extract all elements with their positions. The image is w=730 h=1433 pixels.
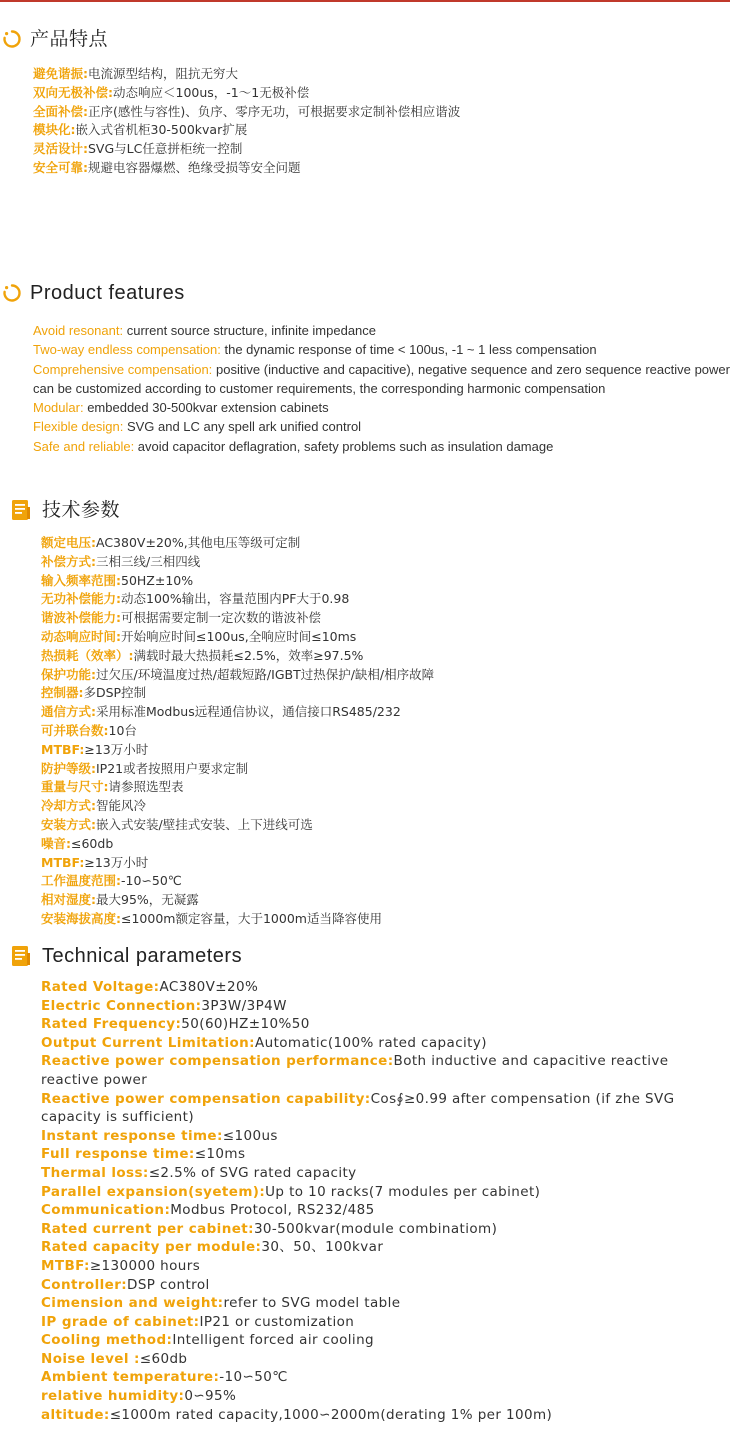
spec-key: Modular: bbox=[33, 400, 84, 416]
spec-key: 可并联台数: bbox=[41, 722, 109, 738]
spec-key: Two-way endless compensation: bbox=[33, 342, 221, 358]
spec-key: 全面补偿: bbox=[33, 103, 88, 119]
spec-key: 动态响应时间: bbox=[41, 628, 121, 644]
spec-row bbox=[41, 1145, 716, 1164]
spec-row bbox=[41, 978, 716, 997]
spec-value: 10台 bbox=[108, 722, 137, 738]
spec-row bbox=[41, 666, 730, 685]
top-divider bbox=[0, 0, 730, 2]
spec-value: 30-500kvar(module combinatiom) bbox=[253, 1220, 498, 1237]
spec-key: 保护功能: bbox=[41, 666, 96, 682]
spec-row bbox=[41, 628, 730, 647]
spec-key: MTBF: bbox=[41, 741, 85, 757]
spec-value: 可根据需要定制一定次数的谐波补偿 bbox=[121, 610, 322, 626]
spec-row bbox=[41, 1015, 716, 1034]
spec-row bbox=[41, 553, 730, 572]
spec-key: 重量与尺寸: bbox=[41, 779, 109, 795]
tech-en-title: Technical parameters bbox=[42, 945, 243, 967]
spec-key: MTBF: bbox=[41, 1257, 90, 1274]
spec-value: 满载时最大热损耗≤2.5%，效率≥97.5% bbox=[133, 647, 364, 663]
spec-value: 动态响应＜100us，-1～1无极补偿 bbox=[113, 84, 310, 100]
spec-key: Cimension and weight: bbox=[41, 1295, 224, 1312]
tech-cn-list bbox=[41, 534, 730, 929]
spec-value: the dynamic response of time < 100us, -1 ~ 1 less compensation bbox=[220, 342, 597, 358]
spec-value: ≤100us bbox=[222, 1127, 278, 1144]
spec-key: MTBF: bbox=[41, 854, 85, 870]
spec-row bbox=[41, 609, 730, 628]
spec-row bbox=[41, 572, 730, 591]
spec-key: Ambient temperature: bbox=[41, 1369, 220, 1386]
document-icon bbox=[10, 945, 32, 967]
spec-value: ≥13万小时 bbox=[84, 741, 149, 757]
spec-key: Noise level : bbox=[41, 1350, 140, 1367]
tech-cn-heading bbox=[0, 496, 730, 524]
spec-value: current source structure, infinite impedance bbox=[123, 323, 377, 338]
spec-key: 防护等级: bbox=[41, 760, 96, 776]
spec-row bbox=[41, 1034, 716, 1053]
spec-value: 采用标准Modbus远程通信协议，通信接口RS485/232 bbox=[96, 704, 401, 720]
spec-row bbox=[33, 84, 730, 103]
spec-key: 模块化: bbox=[33, 122, 76, 138]
spec-row bbox=[41, 1183, 716, 1202]
spec-row bbox=[33, 65, 730, 84]
spec-value: 50(60)HZ±10%50 bbox=[181, 1016, 310, 1033]
ring-icon bbox=[2, 283, 22, 303]
features-en-heading bbox=[0, 279, 730, 307]
spec-value: ≤1000m rated capacity,1000∽2000m(derating 1% per 100m) bbox=[109, 1406, 553, 1423]
spec-key: Parallel expansion(syetem): bbox=[41, 1183, 266, 1200]
spec-row bbox=[41, 1238, 716, 1257]
spec-row bbox=[41, 1331, 716, 1350]
spec-value: ≤10ms bbox=[194, 1146, 246, 1163]
tech-cn-section bbox=[0, 496, 730, 929]
spec-value: 请参照选型表 bbox=[108, 779, 184, 795]
spec-value: 电流源型结构，阻抗无穷大 bbox=[88, 66, 239, 81]
spec-row bbox=[41, 854, 730, 873]
spec-key: 灵活设计: bbox=[33, 141, 88, 157]
spec-row bbox=[41, 1257, 716, 1276]
spec-key: 通信方式: bbox=[41, 704, 96, 720]
spec-row bbox=[41, 910, 730, 929]
spec-key: 双向无极补偿: bbox=[33, 84, 113, 100]
spec-row bbox=[41, 891, 730, 910]
spec-row bbox=[41, 816, 730, 835]
spec-key: Avoid resonant: bbox=[33, 323, 124, 338]
spec-value: -10∽50℃ bbox=[219, 1369, 288, 1386]
spec-row bbox=[41, 1368, 716, 1387]
spec-row bbox=[41, 835, 730, 854]
spec-row bbox=[41, 534, 730, 553]
spec-row bbox=[33, 417, 730, 436]
spec-key: 工作温度范围: bbox=[41, 873, 121, 889]
spec-key: 相对湿度: bbox=[41, 892, 96, 908]
spec-key: Comprehensive compensation: bbox=[33, 361, 213, 377]
spec-row bbox=[41, 1220, 716, 1239]
spec-key: Instant response time: bbox=[41, 1127, 223, 1144]
spec-value: Intelligent forced air cooling bbox=[172, 1332, 375, 1349]
spec-key: 安装海拔高度: bbox=[41, 910, 121, 926]
spec-key: Rated current per cabinet: bbox=[41, 1220, 254, 1237]
spec-value: 智能风冷 bbox=[96, 798, 147, 814]
spec-value: ≤1000m额定容量，大于1000m适当降容使用 bbox=[121, 910, 382, 926]
spec-row bbox=[41, 684, 730, 703]
spec-value: ≥130000 hours bbox=[89, 1257, 201, 1274]
spec-key: 冷却方式: bbox=[41, 798, 96, 814]
spec-value: 开始响应时间≤100us,全响应时间≤10ms bbox=[121, 628, 357, 644]
spec-key: IP grade of cabinet: bbox=[41, 1313, 200, 1330]
spec-key: Electric Connection: bbox=[41, 997, 202, 1014]
spec-row bbox=[41, 1090, 716, 1127]
spec-value: Up to 10 racks(7 modules per cabinet) bbox=[265, 1183, 541, 1200]
spec-row bbox=[41, 872, 730, 891]
features-en-title: Product features bbox=[30, 282, 185, 304]
spec-row bbox=[33, 398, 730, 417]
spec-key: 输入频率范围: bbox=[41, 572, 121, 588]
spec-row bbox=[33, 121, 730, 140]
spec-value: IP21或者按照用户要求定制 bbox=[96, 760, 249, 776]
spec-key: altitude: bbox=[41, 1406, 110, 1423]
features-cn-section bbox=[0, 25, 730, 178]
document-icon bbox=[10, 499, 32, 521]
spec-value: SVG与LC任意拼柜统一控制 bbox=[88, 141, 243, 157]
features-cn-heading bbox=[0, 25, 730, 53]
spec-value: Modbus Protocol, RS232/485 bbox=[170, 1202, 375, 1219]
spec-value: 多DSP控制 bbox=[83, 685, 147, 701]
spec-value: IP21 or customization bbox=[199, 1313, 355, 1330]
spec-value: 动态100%输出，容量范围内PF大于0.98 bbox=[121, 591, 350, 607]
spec-row bbox=[33, 360, 730, 399]
spec-value: 三相三线/三相四线 bbox=[96, 553, 201, 569]
features-cn-list bbox=[33, 65, 730, 178]
spec-row bbox=[41, 1276, 716, 1295]
tech-en-heading bbox=[0, 942, 730, 970]
spec-value: SVG and LC any spell ark unified control bbox=[123, 419, 362, 435]
spec-key: 额定电压: bbox=[41, 535, 96, 550]
spec-row bbox=[33, 321, 730, 340]
spec-key: Reactive power compensation capability: bbox=[41, 1090, 371, 1107]
spec-value: positive (inductive and capacitive), negative sequence and zero sequence reactive power can be customized according to customer requirements, the corresponding harmonic compensation bbox=[33, 361, 730, 396]
spec-value: Cos∮≥0.99 after compensation (if zhe SVG capacity is sufficient) bbox=[41, 1090, 675, 1126]
spec-value: 50HZ±10% bbox=[121, 572, 194, 588]
spec-value: refer to SVG model table bbox=[223, 1295, 401, 1312]
spec-row bbox=[41, 778, 730, 797]
spec-value: DSP control bbox=[127, 1276, 210, 1293]
spec-row bbox=[41, 997, 716, 1016]
spec-row bbox=[33, 159, 730, 178]
spec-row bbox=[41, 590, 730, 609]
spec-key: Cooling method: bbox=[41, 1332, 173, 1349]
spec-row bbox=[33, 140, 730, 159]
spec-key: Controller: bbox=[41, 1276, 128, 1293]
spec-value: 0∽95% bbox=[184, 1388, 237, 1405]
spec-value: 30、50、100kvar bbox=[261, 1239, 384, 1256]
spec-row bbox=[41, 1294, 716, 1313]
spec-key: 热损耗（效率）: bbox=[41, 647, 134, 663]
spec-value: 3P3W/3P4W bbox=[201, 997, 287, 1014]
spec-row bbox=[33, 437, 730, 456]
spec-key: 控制器: bbox=[41, 685, 84, 701]
spec-value: 嵌入式安装/壁挂式安装、上下进线可选 bbox=[96, 816, 313, 832]
spec-row bbox=[41, 1406, 716, 1425]
spec-key: Rated Voltage: bbox=[41, 979, 160, 995]
spec-key: Full response time: bbox=[41, 1146, 195, 1163]
spec-row bbox=[33, 340, 730, 359]
spec-key: Output Current Limitation: bbox=[41, 1034, 255, 1051]
spec-row bbox=[41, 1201, 716, 1220]
spec-key: 噪音: bbox=[41, 835, 71, 851]
tech-en-section bbox=[0, 942, 730, 1424]
spec-value: embedded 30-500kvar extension cabinets bbox=[83, 400, 329, 416]
spec-row bbox=[41, 741, 730, 760]
spec-value: Automatic(100% rated capacity) bbox=[254, 1034, 487, 1051]
spec-value: Both inductive and capacitive reactive reactive power bbox=[41, 1053, 669, 1088]
spec-key: relative humidity: bbox=[41, 1388, 185, 1405]
tech-en-list bbox=[41, 978, 716, 1424]
spec-row bbox=[41, 1387, 716, 1406]
spec-value: ≤60db bbox=[139, 1350, 188, 1367]
spec-row bbox=[41, 722, 730, 741]
spec-key: Thermal loss: bbox=[41, 1164, 149, 1181]
spec-row bbox=[41, 1313, 716, 1332]
spec-value: 最大95%，无凝露 bbox=[96, 892, 199, 908]
spec-key: 安装方式: bbox=[41, 816, 96, 832]
tech-cn-title: 技术参数 bbox=[42, 499, 121, 521]
spec-value: avoid capacitor deflagration, safety problems such as insulation damage bbox=[134, 438, 554, 454]
spec-value: AC380V±20%,其他电压等级可定制 bbox=[96, 535, 301, 550]
ring-icon bbox=[2, 29, 22, 49]
spec-row bbox=[41, 647, 730, 666]
spec-value: 规避电容器爆燃、绝缘受损等安全问题 bbox=[88, 159, 301, 175]
spec-key: 补偿方式: bbox=[41, 553, 96, 569]
spec-value: 正序(感性与容性)、负序、零序无功，可根据要求定制补偿相应谐波 bbox=[88, 103, 461, 119]
spec-row bbox=[41, 1052, 716, 1089]
spec-row bbox=[33, 103, 730, 122]
spec-row bbox=[41, 703, 730, 722]
spec-key: Communication: bbox=[41, 1202, 171, 1219]
spec-value: AC380V±20% bbox=[159, 979, 259, 995]
spec-key: 安全可靠: bbox=[33, 159, 88, 175]
spec-row bbox=[41, 1164, 716, 1183]
spec-value: ≤60db bbox=[71, 835, 114, 851]
spec-row bbox=[41, 760, 730, 779]
spec-key: 避免谐振: bbox=[33, 66, 88, 81]
spec-row bbox=[41, 1350, 716, 1369]
spec-value: ≥13万小时 bbox=[84, 854, 149, 870]
features-en-section bbox=[0, 279, 730, 456]
spec-value: ≤2.5% of SVG rated capacity bbox=[148, 1164, 357, 1181]
spec-key: Rated capacity per module: bbox=[41, 1239, 262, 1256]
spec-value: -10∽50℃ bbox=[121, 873, 182, 889]
spec-key: Reactive power compensation performance: bbox=[41, 1053, 394, 1070]
features-en-list bbox=[33, 321, 730, 456]
spec-key: 无功补偿能力: bbox=[41, 591, 121, 607]
spec-row bbox=[41, 1127, 716, 1146]
spec-key: Rated Frequency: bbox=[41, 1016, 182, 1033]
spec-value: 嵌入式省机柜30-500kvar扩展 bbox=[75, 122, 248, 138]
features-cn-title: 产品特点 bbox=[30, 28, 109, 50]
spec-row bbox=[41, 797, 730, 816]
spec-key: Flexible design: bbox=[33, 419, 124, 435]
spec-key: 谐波补偿能力: bbox=[41, 610, 121, 626]
spec-value: 过欠压/环境温度过热/超载短路/IGBT过热保护/缺相/相序故障 bbox=[96, 666, 435, 682]
spec-key: Safe and reliable: bbox=[33, 438, 135, 454]
